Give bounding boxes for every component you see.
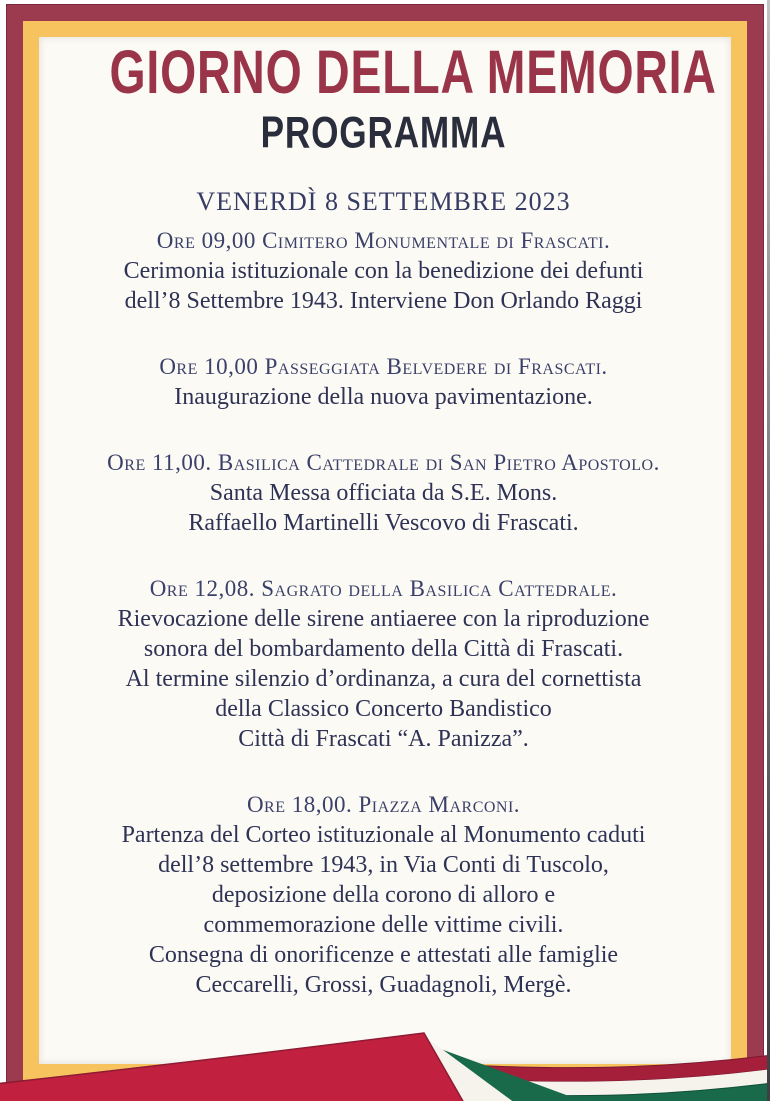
date-heading: VENERDÌ 8 SETTEMBRE 2023 — [196, 187, 571, 216]
event-line: Partenza del Corteo istituzionale al Monumento caduti — [121, 822, 646, 848]
event-line: Rievocazione delle sirene antiaeree con la riproduzione — [117, 606, 650, 632]
event-line: Al termine silenzio d’ordinanza, a cura del cornettista — [125, 666, 642, 692]
event-block — [41, 790, 726, 1000]
event-heading: Ore 18,00. Piazza Marconi. — [246, 792, 521, 817]
event-line: sonora del bombardamento della Città di Frascati. — [143, 636, 624, 662]
event-block — [41, 574, 726, 754]
event-line: Cerimonia istituzionale con la benedizione dei defunti — [123, 258, 644, 284]
event-line: deposizione della corono di alloro e — [211, 882, 556, 908]
event-heading: Ore 11,00. Basilica Cattedrale di San Pietro Apostolo. — [107, 450, 660, 475]
poster-subtitle: PROGRAMMA — [260, 107, 507, 158]
event-heading: Ore 10,00 Passeggiata Belvedere di Frascati. — [159, 354, 608, 379]
event-block — [41, 448, 726, 538]
events-list — [41, 226, 726, 1000]
event-block — [41, 352, 726, 412]
event-line: Santa Messa officiata da S.E. Mons. — [209, 480, 558, 506]
italian-flag-ribbon — [0, 971, 770, 1101]
event-heading: Ore 09,00 Cimitero Monumentale di Frascati. — [156, 228, 611, 253]
event-heading: Ore 12,08. Sagrato della Basilica Cattedrale. — [149, 576, 618, 601]
poster-content — [41, 38, 726, 1000]
ribbon-front-red-band — [0, 1033, 464, 1101]
event-line: Ceccarelli, Grossi, Guadagnoli, Mergè. — [195, 972, 572, 998]
event-line: commemorazione delle vittime civili. — [203, 912, 564, 938]
event-line: Inaugurazione della nuova pavimentazione. — [174, 384, 593, 410]
event-line: Raffaello Martinelli Vescovo di Frascati. — [188, 510, 579, 536]
event-line: della Classico Concerto Bandistico — [215, 696, 552, 722]
poster-title: GIORNO DELLA MEMORIA — [109, 38, 717, 107]
event-line: Città di Frascati “A. Panizza”. — [238, 726, 529, 752]
event-block — [41, 226, 726, 316]
event-line: dell’8 settembre 1943, in Via Conti di Tuscolo, — [158, 852, 609, 878]
event-line: Consegna di onorificenze e attestati alle famiglie — [148, 942, 619, 968]
event-line: dell’8 Settembre 1943. Interviene Don Orlando Raggi — [124, 288, 643, 314]
